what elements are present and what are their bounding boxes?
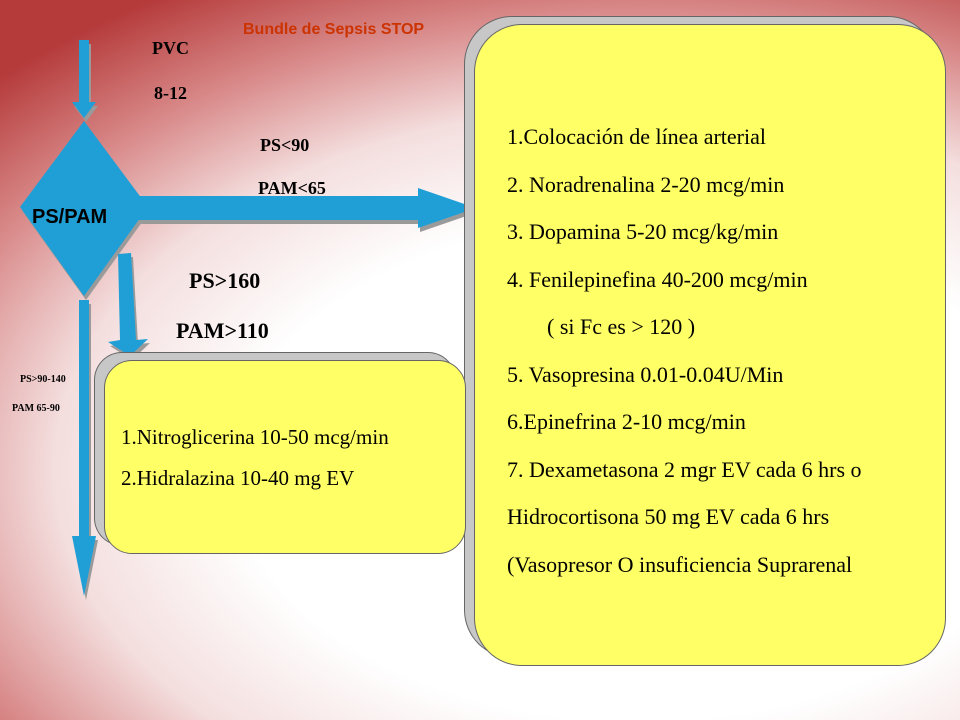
low-pam-label: PAM<65	[258, 178, 326, 198]
list-item: 6.Epinefrina 2-10 mcg/min	[507, 409, 746, 434]
high-ps-label: PS>160	[189, 268, 261, 293]
list-item: 2.Hidralazina 10-40 mg EV	[121, 466, 355, 490]
list-item: 2. Noradrenalina 2-20 mcg/min	[507, 171, 785, 197]
normal-pressure-down-arrow	[72, 300, 96, 596]
pvc-down-arrow	[72, 40, 96, 118]
pvc-label: PVC	[152, 38, 189, 58]
pvc-range: 8-12	[154, 83, 187, 103]
list-item: 5. Vasopresina 0.01-0.04U/Min	[507, 361, 784, 387]
list-item: 3. Dopamina 5-20 mcg/kg/min	[507, 219, 779, 244]
list-item: 1.Nitroglicerina 10-50 mcg/min	[121, 425, 389, 449]
vasopressor-box	[474, 24, 946, 666]
slide-title: Bundle de Sepsis STOP	[243, 21, 425, 38]
normal-ps-label: PS>90-140	[20, 374, 66, 385]
list-item: ( si Fc es > 120 )	[547, 314, 696, 339]
high-pressure-down-arrow	[108, 253, 148, 356]
vasodilator-list	[121, 417, 389, 499]
list-item: (Vasopresor O insuficiencia Suprarenal	[507, 551, 853, 577]
low-ps-label: PS<90	[260, 135, 310, 155]
list-item: Hidrocortisona 50 mg EV cada 6 hrs	[507, 504, 830, 529]
vasodilator-box	[104, 360, 466, 554]
high-pam-label: PAM>110	[176, 318, 269, 343]
list-item: 1.Colocación de línea arterial	[507, 124, 766, 149]
diamond-label: PS/PAM	[32, 206, 108, 228]
list-item: 4. Fenilepinefina 40-200 mcg/min	[507, 266, 808, 292]
vasopressor-list	[507, 113, 862, 588]
list-item: 7. Dexametasona 2 mgr EV cada 6 hrs o	[507, 456, 862, 482]
normal-pam-label: PAM 65-90	[12, 403, 60, 414]
